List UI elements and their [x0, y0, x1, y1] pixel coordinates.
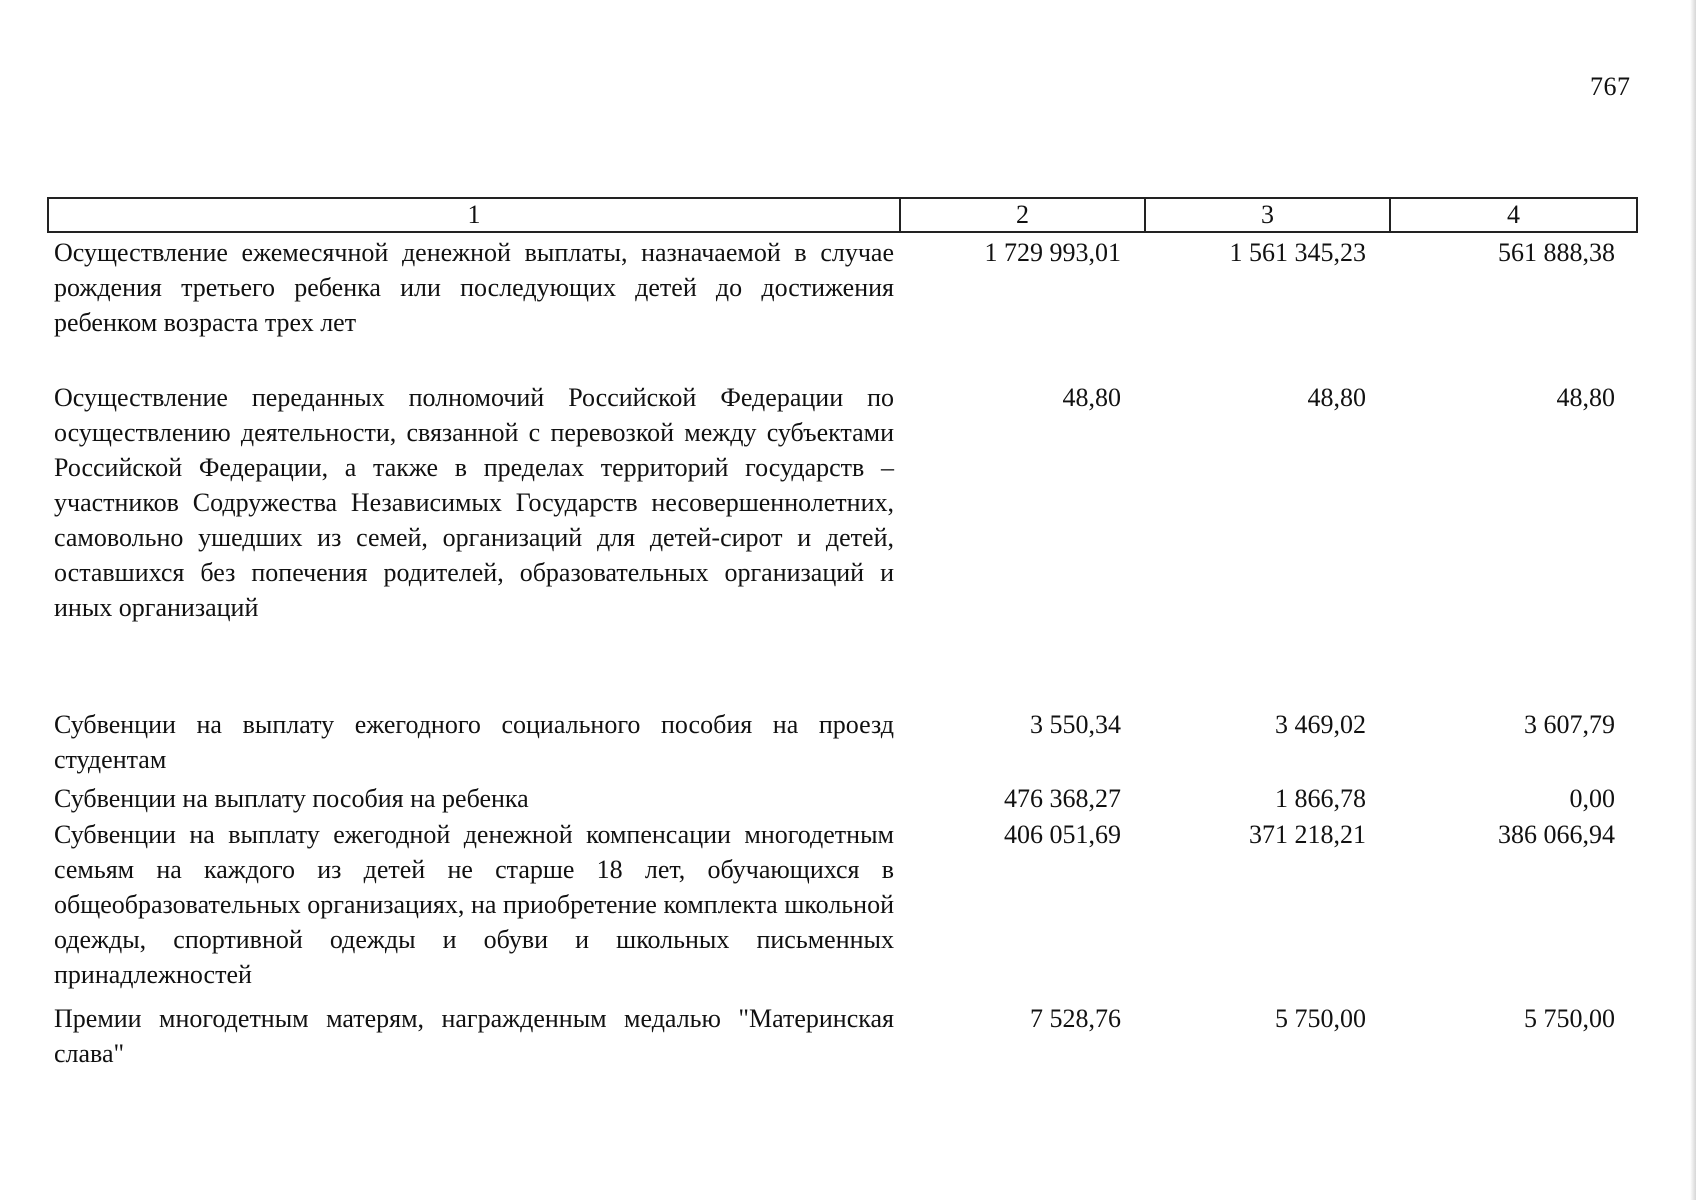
row-value-col-3: 3 469,02	[1275, 710, 1366, 739]
row-value-col-2: 48,80	[1062, 383, 1121, 412]
row-value-col-2: 406 051,69	[1004, 820, 1121, 849]
row-value-col-3: 5 750,00	[1275, 1004, 1366, 1033]
header-col-1: 1	[48, 198, 900, 232]
header-col-2: 2	[900, 198, 1145, 232]
table-body	[48, 232, 1637, 1073]
row-description: Субвенции на выплату пособия на ребенка	[54, 784, 529, 813]
table-row	[48, 781, 1637, 817]
budget-table	[47, 197, 1638, 1073]
row-description: Субвенции на выплату ежегодной денежной компенсации многодетным семьям на каждого из детей не старше 18 лет, обучающихся в общеобразовательных организациях, на приобретение комплекта школьной одежды, спортивной одежды и обуви и школьных письменных принадлежностей	[54, 820, 894, 989]
row-value-col-2: 3 550,34	[1030, 710, 1121, 739]
table-row	[48, 380, 1637, 707]
row-description: Премии многодетным матерям, награжденным медалью "Материнская слава"	[54, 1004, 894, 1068]
table-row	[48, 707, 1637, 781]
row-description: Осуществление переданных полномочий Российской Федерации по осуществлению деятельности, связанной с перевозкой между субъектами Российской Федерации, а также в пределах территорий государств – участников Содружества Независимых Государств несовершеннолетних, самовольно ушедших из семей, организаций для детей-сирот и детей, оставшихся без попечения родителей, образовательных организаций и иных организаций	[54, 383, 894, 622]
row-value-col-2: 476 368,27	[1004, 784, 1121, 813]
row-value-col-3: 48,80	[1307, 383, 1366, 412]
row-value-col-3: 371 218,21	[1249, 820, 1366, 849]
page-edge-shadow	[1690, 0, 1696, 1200]
row-value-col-4: 5 750,00	[1524, 1004, 1615, 1033]
table-row	[48, 1001, 1637, 1073]
page-number: 767	[1590, 72, 1631, 101]
row-value-col-4: 561 888,38	[1498, 238, 1615, 267]
row-value-col-3: 1 866,78	[1275, 784, 1366, 813]
row-value-col-4: 386 066,94	[1498, 820, 1615, 849]
header-row	[48, 198, 1637, 232]
row-description: Субвенции на выплату ежегодного социального пособия на проезд студентам	[54, 710, 894, 774]
row-value-col-2: 1 729 993,01	[984, 238, 1121, 267]
header-col-4: 4	[1390, 198, 1637, 232]
row-value-col-4: 48,80	[1556, 383, 1615, 412]
row-value-col-3: 1 561 345,23	[1229, 238, 1366, 267]
row-value-col-2: 7 528,76	[1030, 1004, 1121, 1033]
row-value-col-4: 0,00	[1569, 784, 1615, 813]
row-description: Осуществление ежемесячной денежной выплаты, назначаемой в случае рождения третьего ребенка или последующих детей до достижения ребенком возраста трех лет	[54, 238, 894, 337]
table-header	[48, 198, 1637, 232]
row-value-col-4: 3 607,79	[1524, 710, 1615, 739]
table-row	[48, 817, 1637, 1001]
header-col-3: 3	[1145, 198, 1390, 232]
table-row	[48, 232, 1637, 380]
